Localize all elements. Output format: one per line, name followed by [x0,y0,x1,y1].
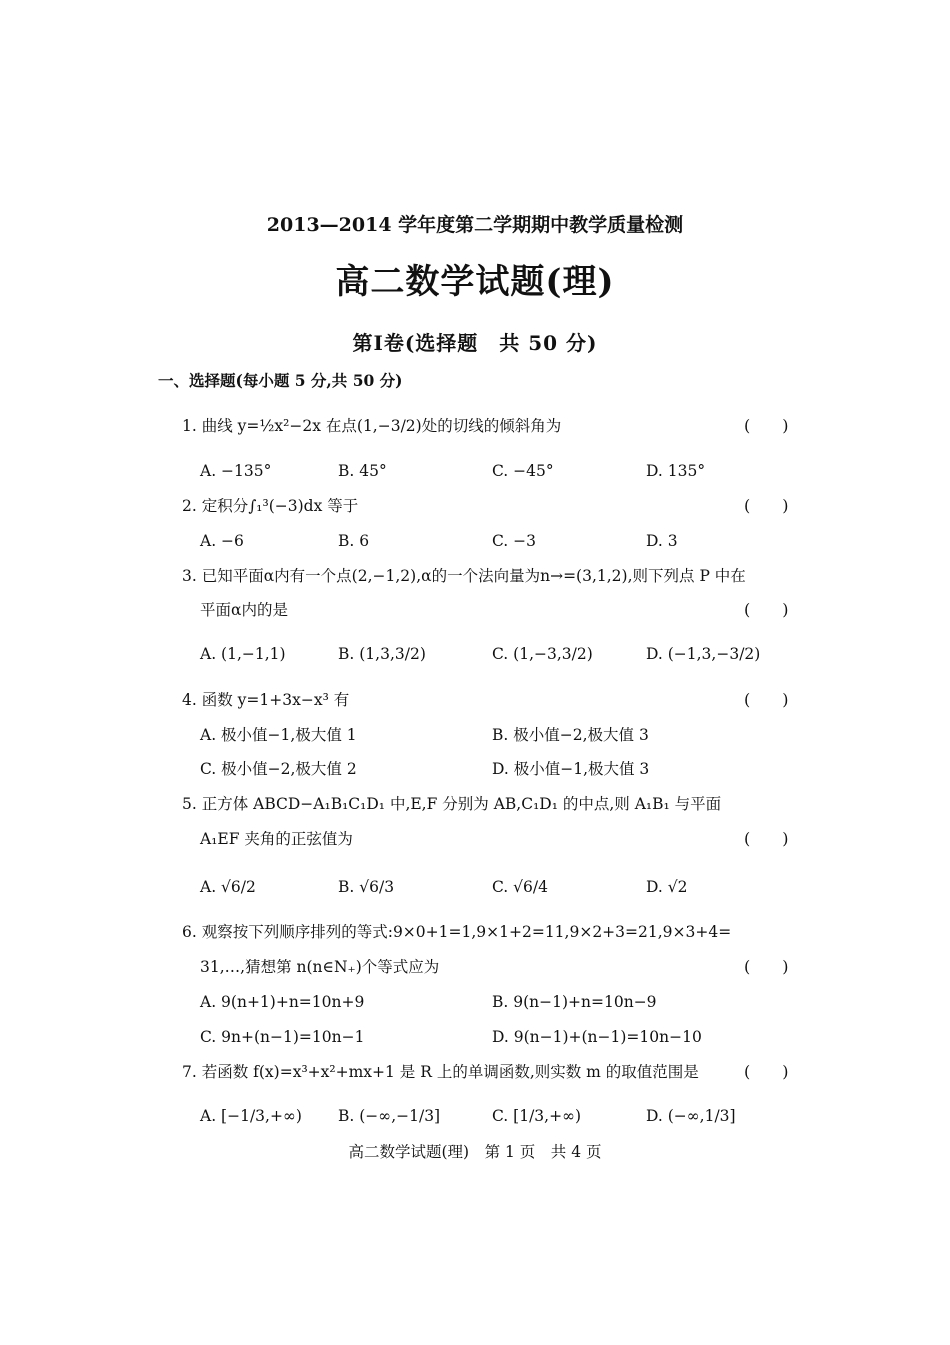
question-7-option-c: C. [1/3,+∞) [492,1107,582,1125]
exam-title: 高二数学试题(理) [335,262,615,302]
part-title: 第Ⅰ卷(选择题 共 50 分) [352,331,598,355]
answer-bracket-7: ( ) [744,1062,789,1081]
question-4-option-b: B. 极小值−2,极大值 3 [492,726,649,744]
question-6-text-line-2: 31,…,猜想第 n(n∈N₊)个等式应为 [200,958,440,976]
answer-bracket-3: ( ) [744,600,789,619]
answer-bracket-6: ( ) [744,957,789,976]
question-3-option-b: B. (1,3,3/2) [338,645,426,663]
question-6-text-line-1: 6. 观察按下列顺序排列的等式:9×0+1=1,9×1+2=11,9×2+3=21,9×3+4= [182,923,732,941]
question-4-option-d: D. 极小值−1,极大值 3 [492,760,650,778]
question-4-option-c: C. 极小值−2,极大值 2 [200,760,357,778]
question-5-text-line-2: A₁EF 夹角的正弦值为 [200,830,353,848]
question-3-text-line-1: 3. 已知平面α内有一个点(2,−1,2),α的一个法向量为n→=(3,1,2),则下列点 P 中在 [182,567,746,585]
exam-header: 2013—2014 学年度第二学期期中教学质量检测 [266,214,684,236]
question-2-option-b: B. 6 [338,532,370,550]
question-1-option-d: D. 135° [646,462,706,480]
question-1-text: 1. 曲线 y=½x²−2x 在点(1,−3/2)处的切线的倾斜角为 [182,417,562,435]
question-1-option-a: A. −135° [200,462,272,480]
section-heading: 一、选择题(每小题 5 分,共 50 分) [158,371,403,390]
question-6-option-c: C. 9n+(n−1)=10n−1 [200,1028,365,1046]
question-2-option-d: D. 3 [646,532,678,550]
question-5-option-a: A. √6/2 [200,878,256,896]
question-2-option-c: C. −3 [492,532,537,550]
question-7-option-b: B. (−∞,−1/3] [338,1107,441,1125]
question-4-option-a: A. 极小值−1,极大值 1 [200,726,357,744]
page-footer: 高二数学试题(理) 第 1 页 共 4 页 [348,1143,602,1161]
question-6-option-d: D. 9(n−1)+(n−1)=10n−10 [492,1028,702,1046]
question-5-option-b: B. √6/3 [338,878,395,896]
answer-bracket-2: ( ) [744,496,789,515]
question-3-option-a: A. (1,−1,1) [200,645,286,663]
question-7-option-a: A. [−1/3,+∞) [200,1107,302,1125]
question-7-option-d: D. (−∞,1/3] [646,1107,736,1125]
question-3-option-c: C. (1,−3,3/2) [492,645,593,663]
question-1-option-c: C. −45° [492,462,554,480]
question-2-option-a: A. −6 [200,532,244,550]
answer-bracket-1: ( ) [744,416,789,435]
question-5-option-c: C. √6/4 [492,878,548,896]
answer-bracket-4: ( ) [744,690,789,709]
question-5-option-d: D. √2 [646,878,688,896]
question-6-option-b: B. 9(n−1)+n=10n−9 [492,993,657,1011]
question-4-text: 4. 函数 y=1+3x−x³ 有 [182,691,350,709]
question-2-text: 2. 定积分∫₁³(−3)dx 等于 [182,497,359,515]
question-7-text: 7. 若函数 f(x)=x³+x²+mx+1 是 R 上的单调函数,则实数 m 的取值范围是 [182,1063,699,1081]
answer-bracket-5: ( ) [744,829,789,848]
question-3-text-line-2: 平面α内的是 [200,601,288,619]
question-6-option-a: A. 9(n+1)+n=10n+9 [200,993,365,1011]
question-3-option-d: D. (−1,3,−3/2) [646,645,761,663]
question-5-text-line-1: 5. 正方体 ABCD−A₁B₁C₁D₁ 中,E,F 分别为 AB,C₁D₁ 的中点,则 A₁B₁ 与平面 [182,795,722,813]
question-1-option-b: B. 45° [338,462,387,480]
